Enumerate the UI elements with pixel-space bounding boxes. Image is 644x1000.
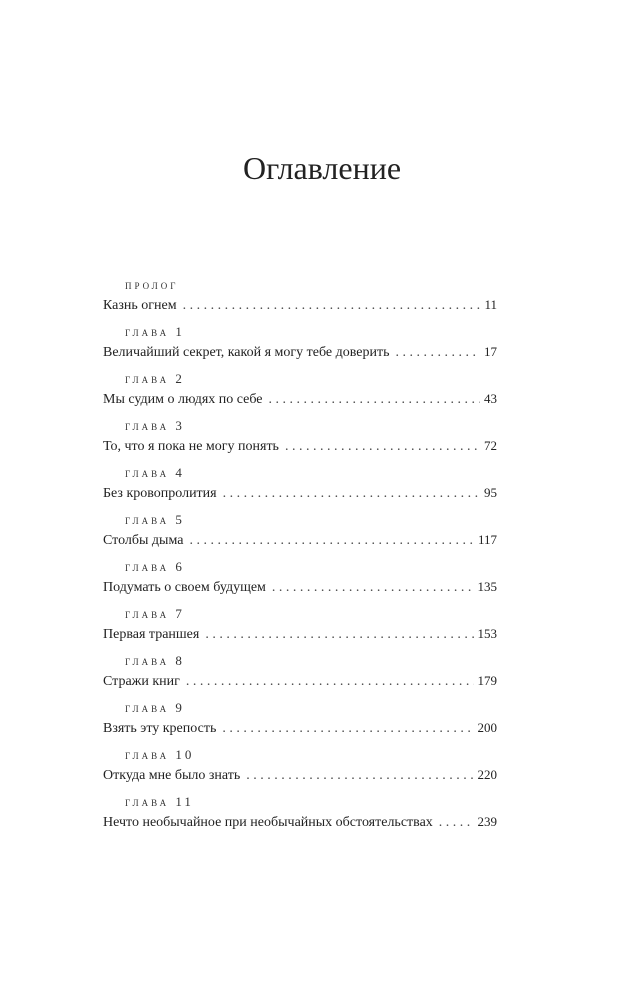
toc-entry-label: глава 9 bbox=[125, 700, 185, 715]
dot-leader bbox=[396, 345, 481, 361]
toc-entry-label: глава 5 bbox=[125, 512, 185, 527]
toc-entry-title: Без кровопролития bbox=[103, 486, 217, 501]
toc-entry-title: Подумать о своем будущем bbox=[103, 580, 266, 595]
toc-entry-label: глава 7 bbox=[125, 606, 185, 621]
toc-entry-title: Откуда мне было знать bbox=[103, 768, 241, 783]
dot-leader bbox=[246, 768, 473, 784]
toc-entry-title: Нечто необычайное при необычайных обстоятельствах bbox=[103, 815, 433, 830]
toc-entry-chapter-1 bbox=[103, 317, 497, 364]
toc-entry-line bbox=[103, 814, 497, 831]
toc-entry-label: глава 3 bbox=[125, 418, 185, 433]
dot-leader bbox=[186, 674, 474, 690]
toc-entry-page: 17 bbox=[484, 344, 497, 359]
toc-entry-chapter-10 bbox=[103, 740, 497, 787]
toc-entry-line bbox=[103, 344, 497, 361]
toc-entry-line bbox=[103, 626, 497, 643]
dot-leader bbox=[439, 815, 474, 831]
toc-entry-page: 117 bbox=[477, 532, 497, 547]
toc-entry-title: Стражи книг bbox=[103, 674, 180, 689]
toc-entry-line bbox=[103, 767, 497, 784]
dot-leader bbox=[222, 721, 473, 737]
toc-entry-label: глава 6 bbox=[125, 559, 185, 574]
dot-leader bbox=[285, 439, 480, 455]
toc-entry-label: глава 10 bbox=[125, 747, 195, 762]
toc-entry-line bbox=[103, 438, 497, 455]
dot-leader bbox=[189, 533, 474, 549]
toc-entry-chapter-8 bbox=[103, 646, 497, 693]
dot-leader bbox=[223, 486, 480, 502]
toc-entry-page: 179 bbox=[477, 673, 497, 688]
toc-entry-label: пролог bbox=[125, 277, 179, 292]
toc-entry-line bbox=[103, 720, 497, 737]
toc-entry-line bbox=[103, 391, 497, 408]
toc-entry-label: глава 8 bbox=[125, 653, 185, 668]
dot-leader bbox=[205, 627, 473, 643]
toc-entry-page: 11 bbox=[484, 297, 497, 312]
toc-entry-page: 220 bbox=[477, 767, 497, 782]
toc-entry-line bbox=[103, 579, 497, 596]
toc-entry-page: 43 bbox=[484, 391, 497, 406]
toc-entry-chapter-5 bbox=[103, 505, 497, 552]
dot-leader bbox=[269, 392, 480, 408]
toc-entry-line bbox=[103, 532, 497, 549]
toc-entry-title: Мы судим о людях по себе bbox=[103, 392, 263, 407]
toc-entry-title: Столбы дыма bbox=[103, 533, 184, 548]
dot-leader bbox=[183, 298, 481, 314]
toc-entry-page: 153 bbox=[477, 626, 497, 641]
toc-entry-title: Первая траншея bbox=[103, 627, 200, 642]
toc-entry-page: 200 bbox=[477, 720, 497, 735]
toc-entry-label: глава 4 bbox=[125, 465, 185, 480]
toc-entry-chapter-11 bbox=[103, 787, 497, 834]
toc-entry-page: 135 bbox=[477, 579, 497, 594]
toc-entry-chapter-4 bbox=[103, 458, 497, 505]
toc-entry-title: Взять эту крепость bbox=[103, 721, 217, 736]
toc-entry-line bbox=[103, 673, 497, 690]
dot-leader bbox=[272, 580, 474, 596]
table-of-contents bbox=[103, 270, 497, 834]
toc-entry-line bbox=[103, 297, 497, 314]
toc-entry-title: Казнь огнем bbox=[103, 298, 177, 313]
toc-entry-title: Величайший секрет, какой я могу тебе доверить bbox=[103, 345, 390, 360]
toc-entry-page: 95 bbox=[484, 485, 497, 500]
toc-entry-title: То, что я пока не могу понять bbox=[103, 439, 279, 454]
page-title: Оглавление bbox=[242, 150, 402, 186]
toc-entry-page: 239 bbox=[477, 814, 497, 829]
toc-entry-chapter-7 bbox=[103, 599, 497, 646]
toc-entry-chapter-3 bbox=[103, 411, 497, 458]
toc-entry-label: глава 1 bbox=[125, 324, 185, 339]
toc-entry-chapter-6 bbox=[103, 552, 497, 599]
toc-entry-label: глава 11 bbox=[125, 794, 194, 809]
toc-entry-page: 72 bbox=[484, 438, 497, 453]
toc-entry-prologue bbox=[103, 270, 497, 317]
toc-entry-line bbox=[103, 485, 497, 502]
toc-entry-chapter-9 bbox=[103, 693, 497, 740]
toc-entry-label: глава 2 bbox=[125, 371, 185, 386]
toc-entry-chapter-2 bbox=[103, 364, 497, 411]
